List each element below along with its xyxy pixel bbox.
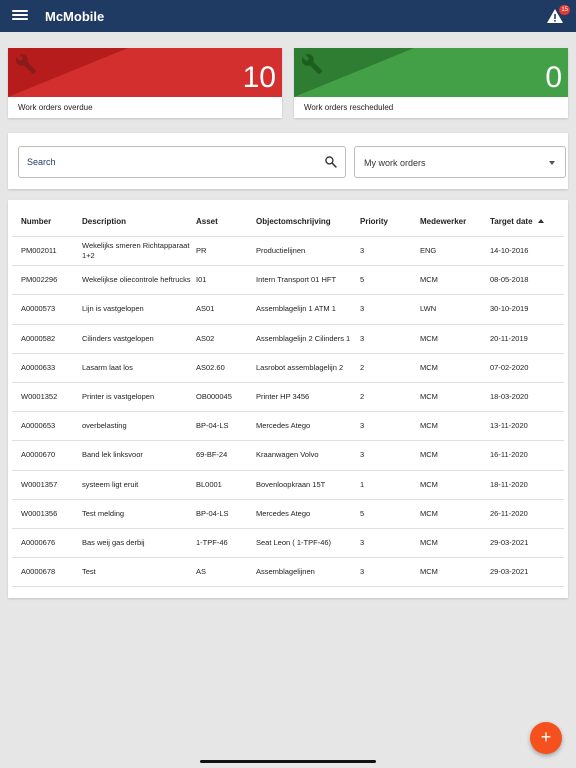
cell-description: systeem ligt eruit xyxy=(82,479,139,489)
cell-number: A0000653 xyxy=(21,421,56,431)
kpi-overdue-count: 10 xyxy=(242,61,276,94)
cell-number: A0000670 xyxy=(21,450,56,460)
table-row[interactable] xyxy=(12,441,564,470)
add-work-order-button[interactable]: + xyxy=(530,722,562,754)
cell-priority: 3 xyxy=(360,246,365,256)
table-row[interactable] xyxy=(12,237,564,266)
wrench-icon xyxy=(15,53,37,75)
cell-number: W0001352 xyxy=(21,392,58,402)
kpi-overdue-label: Work orders overdue xyxy=(18,103,93,112)
cell-asset: BL0001 xyxy=(196,479,222,489)
cell-description: Bas weij gas derbij xyxy=(82,537,145,547)
cell-objectomschrijving: Bovenloopkraan 15T xyxy=(256,479,326,489)
cell-number: W0001356 xyxy=(21,508,58,518)
kpi-rescheduled-count: 0 xyxy=(545,61,562,94)
sort-ascending-icon[interactable] xyxy=(538,219,544,223)
cell-medewerker: LWN xyxy=(420,304,437,314)
alert-count-badge: 15 xyxy=(561,7,568,13)
table-row[interactable] xyxy=(12,471,564,500)
cell-objectomschrijving: Productielijnen xyxy=(256,246,306,256)
cell-objectomschrijving: Assemblagelijn 2 Cilinders 1 xyxy=(256,333,351,343)
work-orders-table-card xyxy=(8,200,568,598)
cell-objectomschrijving: Printer HP 3456 xyxy=(256,392,310,402)
cell-objectomschrijving: Lasrobot assemblagelijn 2 xyxy=(256,362,344,372)
filter-card xyxy=(8,133,568,189)
search-icon[interactable] xyxy=(324,155,337,168)
header-description[interactable]: Description xyxy=(82,217,127,226)
table-row[interactable] xyxy=(12,383,564,412)
menu-icon[interactable] xyxy=(12,8,28,24)
cell-priority: 3 xyxy=(360,567,365,577)
cell-description: Test xyxy=(82,567,96,577)
home-indicator xyxy=(200,760,376,763)
table-row[interactable] xyxy=(12,266,564,295)
cell-description: Cilinders vastgelopen xyxy=(82,333,154,343)
cell-medewerker: MCM xyxy=(420,333,438,343)
cell-asset: AS02 xyxy=(196,333,215,343)
cell-number: A0000676 xyxy=(21,537,56,547)
cell-description: Lasarm laat los xyxy=(82,362,133,372)
cell-medewerker: MCM xyxy=(420,479,438,489)
cell-target-date: 29-03-2021 xyxy=(490,537,529,547)
kpi-overdue-band xyxy=(8,48,282,97)
cell-description: Wekelijkse oliecontrole heftrucks xyxy=(82,275,191,285)
header-priority[interactable]: Priority xyxy=(360,217,389,226)
kpi-rescheduled-label: Work orders rescheduled xyxy=(304,103,394,112)
cell-target-date: 26-11-2020 xyxy=(490,508,528,518)
table-row[interactable] xyxy=(12,325,564,354)
cell-number: A0000678 xyxy=(21,567,56,577)
cell-priority: 2 xyxy=(360,392,365,402)
header-number[interactable]: Number xyxy=(21,217,52,226)
header-objectomschrijving[interactable]: Objectomschrijving xyxy=(256,217,331,226)
cell-objectomschrijving: Assemblagelijnen xyxy=(256,567,315,577)
chevron-down-icon xyxy=(549,161,555,165)
app-title: McMobile xyxy=(45,9,105,24)
cell-description: Band lek linksvoor xyxy=(82,450,143,460)
cell-asset: AS01 xyxy=(196,304,215,314)
cell-priority: 5 xyxy=(360,508,365,518)
kpi-rescheduled-band xyxy=(294,48,568,97)
cell-asset: PR xyxy=(196,246,207,256)
kpi-rescheduled-card[interactable] xyxy=(294,48,568,118)
work-orders-table xyxy=(12,206,564,587)
cell-number: PM002296 xyxy=(21,275,58,285)
cell-priority: 3 xyxy=(360,421,365,431)
cell-priority: 2 xyxy=(360,362,365,372)
cell-target-date: 13-11-2020 xyxy=(490,421,528,431)
cell-asset: AS02.60 xyxy=(196,362,225,372)
cell-asset: BP-04-LS xyxy=(196,508,229,518)
table-body xyxy=(12,237,564,587)
work-order-scope-select[interactable] xyxy=(354,146,566,178)
cell-target-date: 07-02-2020 xyxy=(490,362,529,372)
table-row[interactable] xyxy=(12,295,564,324)
cell-medewerker: MCM xyxy=(420,567,438,577)
cell-description: Wekelijks smeren Richtapparaat 1+2 xyxy=(82,241,190,261)
cell-target-date: 20-11-2019 xyxy=(490,333,528,343)
cell-objectomschrijving: Assemblagelijn 1 ATM 1 xyxy=(256,304,336,314)
table-row[interactable] xyxy=(12,500,564,529)
header-target-date[interactable] xyxy=(490,217,562,226)
cell-objectomschrijving: Intern Transport 01 HFT xyxy=(256,275,337,285)
wrench-icon xyxy=(301,53,323,75)
cell-objectomschrijving: Mercedes Atego xyxy=(256,421,311,431)
cell-target-date: 14-10-2016 xyxy=(490,246,529,256)
cell-medewerker: MCM xyxy=(420,421,438,431)
cell-target-date: 08-05-2018 xyxy=(490,275,529,285)
search-input[interactable] xyxy=(19,147,345,177)
header-medewerker[interactable]: Medewerker xyxy=(420,217,467,226)
cell-target-date: 18-11-2020 xyxy=(490,479,528,489)
cell-medewerker: MCM xyxy=(420,392,438,402)
cell-medewerker: ENG xyxy=(420,246,437,256)
cell-priority: 3 xyxy=(360,333,365,343)
cell-number: A0000582 xyxy=(21,333,56,343)
table-row[interactable] xyxy=(12,354,564,383)
header-asset[interactable]: Asset xyxy=(196,217,218,226)
cell-priority: 5 xyxy=(360,275,365,285)
cell-priority: 3 xyxy=(360,304,365,314)
header-target-date-label: Target date xyxy=(490,217,533,226)
cell-priority: 1 xyxy=(360,479,365,489)
scope-selected-value: My work orders xyxy=(364,158,426,168)
cell-asset: BP-04-LS xyxy=(196,421,229,431)
cell-asset: OB000045 xyxy=(196,392,232,402)
cell-target-date: 30-10-2019 xyxy=(490,304,529,314)
table-header xyxy=(12,206,564,237)
cell-priority: 3 xyxy=(360,450,365,460)
cell-description: overbelasting xyxy=(82,421,127,431)
cell-asset: 69-BF-24 xyxy=(196,450,228,460)
cell-number: A0000633 xyxy=(21,362,56,372)
cell-target-date: 29-03-2021 xyxy=(490,567,529,577)
cell-objectomschrijving: Seat Leon ( 1-TPF-46) xyxy=(256,537,332,547)
cell-objectomschrijving: Kraanwagen Volvo xyxy=(256,450,319,460)
cell-asset: I01 xyxy=(196,275,207,285)
cell-description: Test melding xyxy=(82,508,125,518)
cell-objectomschrijving: Mercedes Atego xyxy=(256,508,311,518)
cell-target-date: 18-03-2020 xyxy=(490,392,529,402)
app-bar xyxy=(0,0,576,32)
table-row[interactable] xyxy=(12,558,564,587)
cell-medewerker: MCM xyxy=(420,508,438,518)
cell-medewerker: MCM xyxy=(420,275,438,285)
table-row[interactable] xyxy=(12,412,564,441)
cell-priority: 3 xyxy=(360,537,365,547)
cell-medewerker: MCM xyxy=(420,362,438,372)
cell-medewerker: MCM xyxy=(420,537,438,547)
cell-asset: AS xyxy=(196,567,207,577)
cell-asset: 1-TPF-46 xyxy=(196,537,228,547)
cell-description: Lijn is vastgelopen xyxy=(82,304,144,314)
cell-number: PM002011 xyxy=(21,246,57,256)
kpi-overdue-card[interactable] xyxy=(8,48,282,118)
search-field xyxy=(18,146,346,178)
table-row[interactable] xyxy=(12,529,564,558)
cell-target-date: 16-11-2020 xyxy=(490,450,528,460)
cell-number: A0000573 xyxy=(21,304,56,314)
cell-medewerker: MCM xyxy=(420,450,438,460)
cell-number: W0001357 xyxy=(21,479,58,489)
cell-description: Printer is vastgelopen xyxy=(82,392,155,402)
